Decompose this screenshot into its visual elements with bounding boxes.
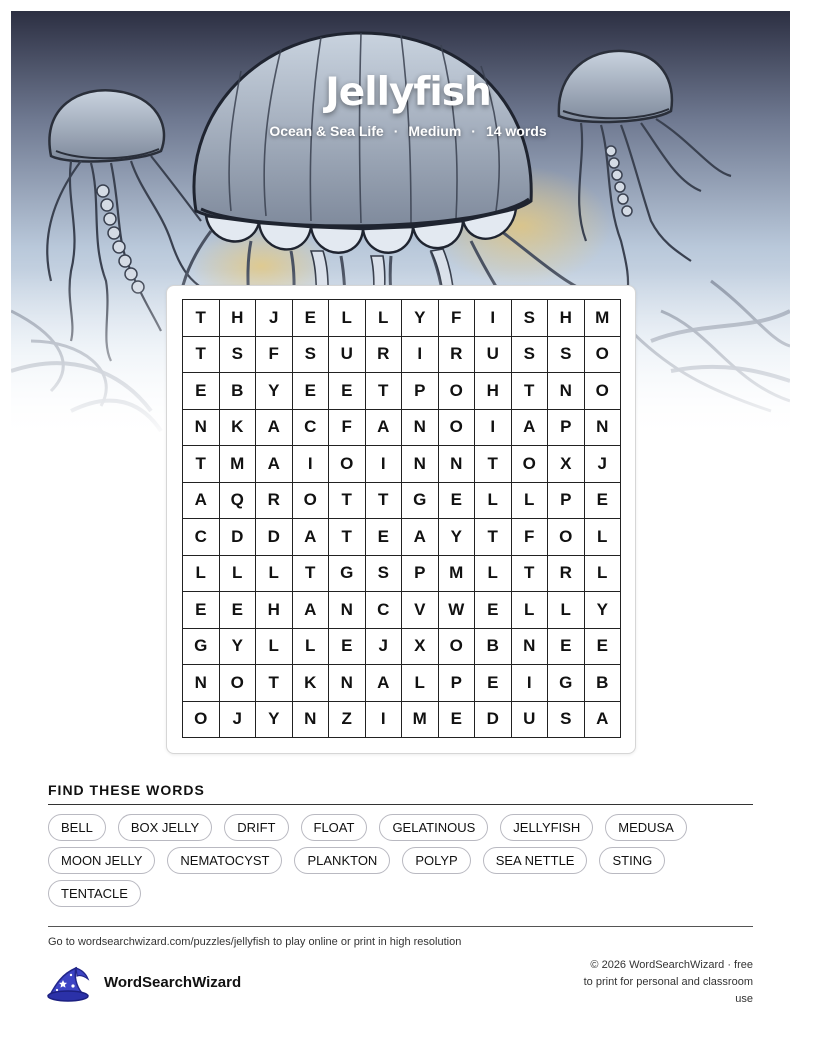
- grid-cell[interactable]: I: [402, 337, 439, 374]
- grid-cell[interactable]: N: [293, 702, 330, 739]
- grid-cell[interactable]: E: [329, 373, 366, 410]
- grid-cell[interactable]: M: [220, 446, 257, 483]
- grid-cell[interactable]: B: [475, 629, 512, 666]
- grid-cell[interactable]: R: [439, 337, 476, 374]
- grid-cell[interactable]: L: [548, 592, 585, 629]
- grid-cell[interactable]: H: [256, 592, 293, 629]
- grid-cell[interactable]: E: [183, 373, 220, 410]
- grid-cell[interactable]: T: [256, 665, 293, 702]
- grid-cell[interactable]: P: [548, 410, 585, 447]
- grid-cell[interactable]: A: [512, 410, 549, 447]
- word-chip[interactable]: GELATINOUS: [379, 814, 488, 841]
- word-chip[interactable]: DRIFT: [224, 814, 288, 841]
- grid-cell[interactable]: Q: [220, 483, 257, 520]
- grid-cell[interactable]: E: [366, 519, 403, 556]
- grid-cell[interactable]: N: [402, 410, 439, 447]
- grid-cell[interactable]: G: [183, 629, 220, 666]
- grid-cell[interactable]: O: [439, 629, 476, 666]
- grid-cell[interactable]: F: [256, 337, 293, 374]
- grid-cell[interactable]: I: [366, 446, 403, 483]
- grid-cell[interactable]: C: [293, 410, 330, 447]
- grid-cell[interactable]: N: [183, 410, 220, 447]
- grid-cell[interactable]: N: [183, 665, 220, 702]
- grid-cell[interactable]: N: [329, 665, 366, 702]
- grid-cell[interactable]: W: [439, 592, 476, 629]
- grid-cell[interactable]: B: [585, 665, 622, 702]
- grid-cell[interactable]: G: [548, 665, 585, 702]
- grid-cell[interactable]: Y: [585, 592, 622, 629]
- grid-cell[interactable]: O: [183, 702, 220, 739]
- grid-cell[interactable]: A: [585, 702, 622, 739]
- grid-cell[interactable]: I: [366, 702, 403, 739]
- word-chip[interactable]: BOX JELLY: [118, 814, 212, 841]
- grid-cell[interactable]: O: [439, 373, 476, 410]
- grid-cell[interactable]: A: [366, 410, 403, 447]
- grid-cell[interactable]: T: [512, 373, 549, 410]
- word-chip[interactable]: FLOAT: [301, 814, 368, 841]
- separator-dot: ·: [393, 123, 399, 139]
- grid-cell[interactable]: D: [220, 519, 257, 556]
- grid-cell[interactable]: D: [256, 519, 293, 556]
- puzzle-title: Jellyfish: [325, 70, 491, 115]
- word-chip[interactable]: BELL: [48, 814, 106, 841]
- grid-cell[interactable]: L: [329, 300, 366, 337]
- wizard-hat-icon: [46, 962, 92, 1002]
- grid-cell[interactable]: L: [293, 629, 330, 666]
- grid-cell[interactable]: X: [548, 446, 585, 483]
- grid-cell[interactable]: K: [220, 410, 257, 447]
- grid-cell[interactable]: T: [475, 519, 512, 556]
- grid-cell[interactable]: X: [402, 629, 439, 666]
- word-bank-heading: FIND THESE WORDS: [48, 782, 205, 798]
- grid-cell[interactable]: H: [475, 373, 512, 410]
- grid-cell[interactable]: A: [293, 519, 330, 556]
- grid-cell[interactable]: R: [548, 556, 585, 593]
- grid-cell[interactable]: G: [402, 483, 439, 520]
- word-chip[interactable]: TENTACLE: [48, 880, 141, 907]
- grid-cell[interactable]: S: [548, 702, 585, 739]
- grid-cell[interactable]: P: [548, 483, 585, 520]
- grid-cell[interactable]: T: [329, 519, 366, 556]
- grid-cell[interactable]: E: [475, 592, 512, 629]
- grid-cell[interactable]: O: [512, 446, 549, 483]
- grid-cell[interactable]: V: [402, 592, 439, 629]
- grid-cell[interactable]: L: [402, 665, 439, 702]
- grid-cell[interactable]: E: [475, 665, 512, 702]
- grid-cell[interactable]: L: [512, 483, 549, 520]
- grid-cell[interactable]: E: [220, 592, 257, 629]
- grid-cell[interactable]: M: [402, 702, 439, 739]
- grid-cell[interactable]: S: [366, 556, 403, 593]
- grid-cell[interactable]: N: [585, 410, 622, 447]
- grid-cell[interactable]: T: [512, 556, 549, 593]
- grid-cell[interactable]: L: [585, 519, 622, 556]
- category-label: Ocean & Sea Life: [269, 123, 384, 139]
- grid-cell[interactable]: A: [293, 592, 330, 629]
- grid-cell[interactable]: E: [329, 629, 366, 666]
- grid-cell[interactable]: J: [366, 629, 403, 666]
- word-count-label: 14 words: [485, 123, 547, 139]
- grid-cell[interactable]: T: [183, 300, 220, 337]
- grid-cell[interactable]: E: [293, 300, 330, 337]
- grid-cell[interactable]: E: [585, 629, 622, 666]
- copyright-notice: © 2026 WordSearchWizard · free to print for personal and classroom use: [583, 959, 753, 1005]
- grid-cell[interactable]: O: [439, 410, 476, 447]
- grid-cell[interactable]: H: [548, 300, 585, 337]
- divider: [48, 804, 753, 805]
- grid-cell[interactable]: G: [329, 556, 366, 593]
- grid-cell[interactable]: O: [293, 483, 330, 520]
- grid-cell[interactable]: T: [475, 446, 512, 483]
- grid-cell[interactable]: S: [548, 337, 585, 374]
- grid-cell[interactable]: Y: [439, 519, 476, 556]
- grid-cell[interactable]: C: [183, 519, 220, 556]
- grid-cell[interactable]: L: [256, 629, 293, 666]
- grid-cell[interactable]: F: [512, 519, 549, 556]
- brand-name: WordSearchWizard: [104, 973, 242, 991]
- grid-cell[interactable]: C: [366, 592, 403, 629]
- grid-cell[interactable]: P: [402, 373, 439, 410]
- grid-cell[interactable]: T: [366, 373, 403, 410]
- grid-cell[interactable]: T: [329, 483, 366, 520]
- grid-cell[interactable]: T: [183, 337, 220, 374]
- grid-cell[interactable]: L: [585, 556, 622, 593]
- grid-cell[interactable]: J: [220, 702, 257, 739]
- grid-cell[interactable]: E: [183, 592, 220, 629]
- grid-cell[interactable]: A: [366, 665, 403, 702]
- grid-cell[interactable]: N: [512, 629, 549, 666]
- grid-cell[interactable]: L: [475, 483, 512, 520]
- grid-cell[interactable]: L: [475, 556, 512, 593]
- grid-cell[interactable]: F: [329, 410, 366, 447]
- grid-cell[interactable]: N: [439, 446, 476, 483]
- grid-cell[interactable]: Y: [402, 300, 439, 337]
- grid-cell[interactable]: T: [293, 556, 330, 593]
- grid-cell[interactable]: J: [256, 300, 293, 337]
- grid-cell[interactable]: Y: [256, 702, 293, 739]
- grid-cell[interactable]: E: [439, 702, 476, 739]
- grid-cell[interactable]: A: [402, 519, 439, 556]
- grid-cell[interactable]: L: [220, 556, 257, 593]
- grid-cell[interactable]: I: [293, 446, 330, 483]
- word-chip[interactable]: SEA NETTLE: [483, 847, 588, 874]
- grid-cell[interactable]: L: [366, 300, 403, 337]
- brand-logo[interactable]: [46, 962, 241, 1002]
- grid-cell[interactable]: N: [402, 446, 439, 483]
- grid-cell[interactable]: E: [548, 629, 585, 666]
- grid-cell[interactable]: A: [256, 410, 293, 447]
- grid-cell[interactable]: S: [512, 337, 549, 374]
- difficulty-label: Medium: [408, 123, 462, 139]
- grid-cell[interactable]: D: [475, 702, 512, 739]
- grid-cell[interactable]: S: [293, 337, 330, 374]
- grid-cell[interactable]: Z: [329, 702, 366, 739]
- separator-dot: ·: [471, 123, 476, 139]
- grid-cell[interactable]: O: [585, 373, 622, 410]
- grid-cell[interactable]: Y: [220, 629, 257, 666]
- grid-cell[interactable]: E: [439, 483, 476, 520]
- grid-cell[interactable]: K: [293, 665, 330, 702]
- word-chip[interactable]: JELLYFISH: [500, 814, 593, 841]
- grid-cell[interactable]: P: [402, 556, 439, 593]
- word-chip[interactable]: POLYP: [402, 847, 470, 874]
- grid-cell[interactable]: O: [220, 665, 257, 702]
- word-bank: [48, 814, 753, 907]
- grid-cell[interactable]: R: [366, 337, 403, 374]
- divider: [48, 926, 753, 927]
- word-chip[interactable]: STING: [599, 847, 665, 874]
- grid-cell[interactable]: M: [585, 300, 622, 337]
- puzzle-meta: [0, 123, 816, 139]
- grid-cell[interactable]: A: [256, 446, 293, 483]
- grid-cell[interactable]: O: [585, 337, 622, 374]
- grid-cell[interactable]: M: [439, 556, 476, 593]
- grid-cell[interactable]: E: [293, 373, 330, 410]
- grid-cell[interactable]: S: [512, 300, 549, 337]
- grid-cell[interactable]: N: [548, 373, 585, 410]
- grid-cell[interactable]: L: [512, 592, 549, 629]
- word-chip[interactable]: NEMATOCYST: [167, 847, 282, 874]
- letter-grid: [182, 299, 621, 738]
- grid-cell[interactable]: F: [439, 300, 476, 337]
- grid-cell[interactable]: L: [256, 556, 293, 593]
- grid-cell[interactable]: N: [329, 592, 366, 629]
- grid-cell[interactable]: S: [220, 337, 257, 374]
- grid-cell[interactable]: A: [183, 483, 220, 520]
- grid-cell[interactable]: O: [329, 446, 366, 483]
- grid-cell[interactable]: J: [585, 446, 622, 483]
- grid-cell[interactable]: E: [585, 483, 622, 520]
- grid-cell[interactable]: O: [548, 519, 585, 556]
- grid-cell[interactable]: U: [512, 702, 549, 739]
- grid-cell[interactable]: U: [475, 337, 512, 374]
- word-chip[interactable]: MEDUSA: [605, 814, 687, 841]
- grid-cell[interactable]: P: [439, 665, 476, 702]
- grid-cell[interactable]: T: [183, 446, 220, 483]
- grid-cell[interactable]: R: [256, 483, 293, 520]
- grid-cell[interactable]: L: [183, 556, 220, 593]
- puzzle-card: [166, 285, 636, 754]
- grid-cell[interactable]: H: [220, 300, 257, 337]
- grid-cell[interactable]: B: [220, 373, 257, 410]
- grid-cell[interactable]: I: [475, 300, 512, 337]
- grid-cell[interactable]: T: [366, 483, 403, 520]
- grid-cell[interactable]: I: [512, 665, 549, 702]
- grid-cell[interactable]: U: [329, 337, 366, 374]
- footer-note: Go to wordsearchwizard.com/puzzles/jellyfish to play online or print in high resolution: [48, 936, 462, 948]
- grid-cell[interactable]: I: [475, 410, 512, 447]
- word-chip[interactable]: MOON JELLY: [48, 847, 155, 874]
- grid-cell[interactable]: Y: [256, 373, 293, 410]
- word-chip[interactable]: PLANKTON: [294, 847, 390, 874]
